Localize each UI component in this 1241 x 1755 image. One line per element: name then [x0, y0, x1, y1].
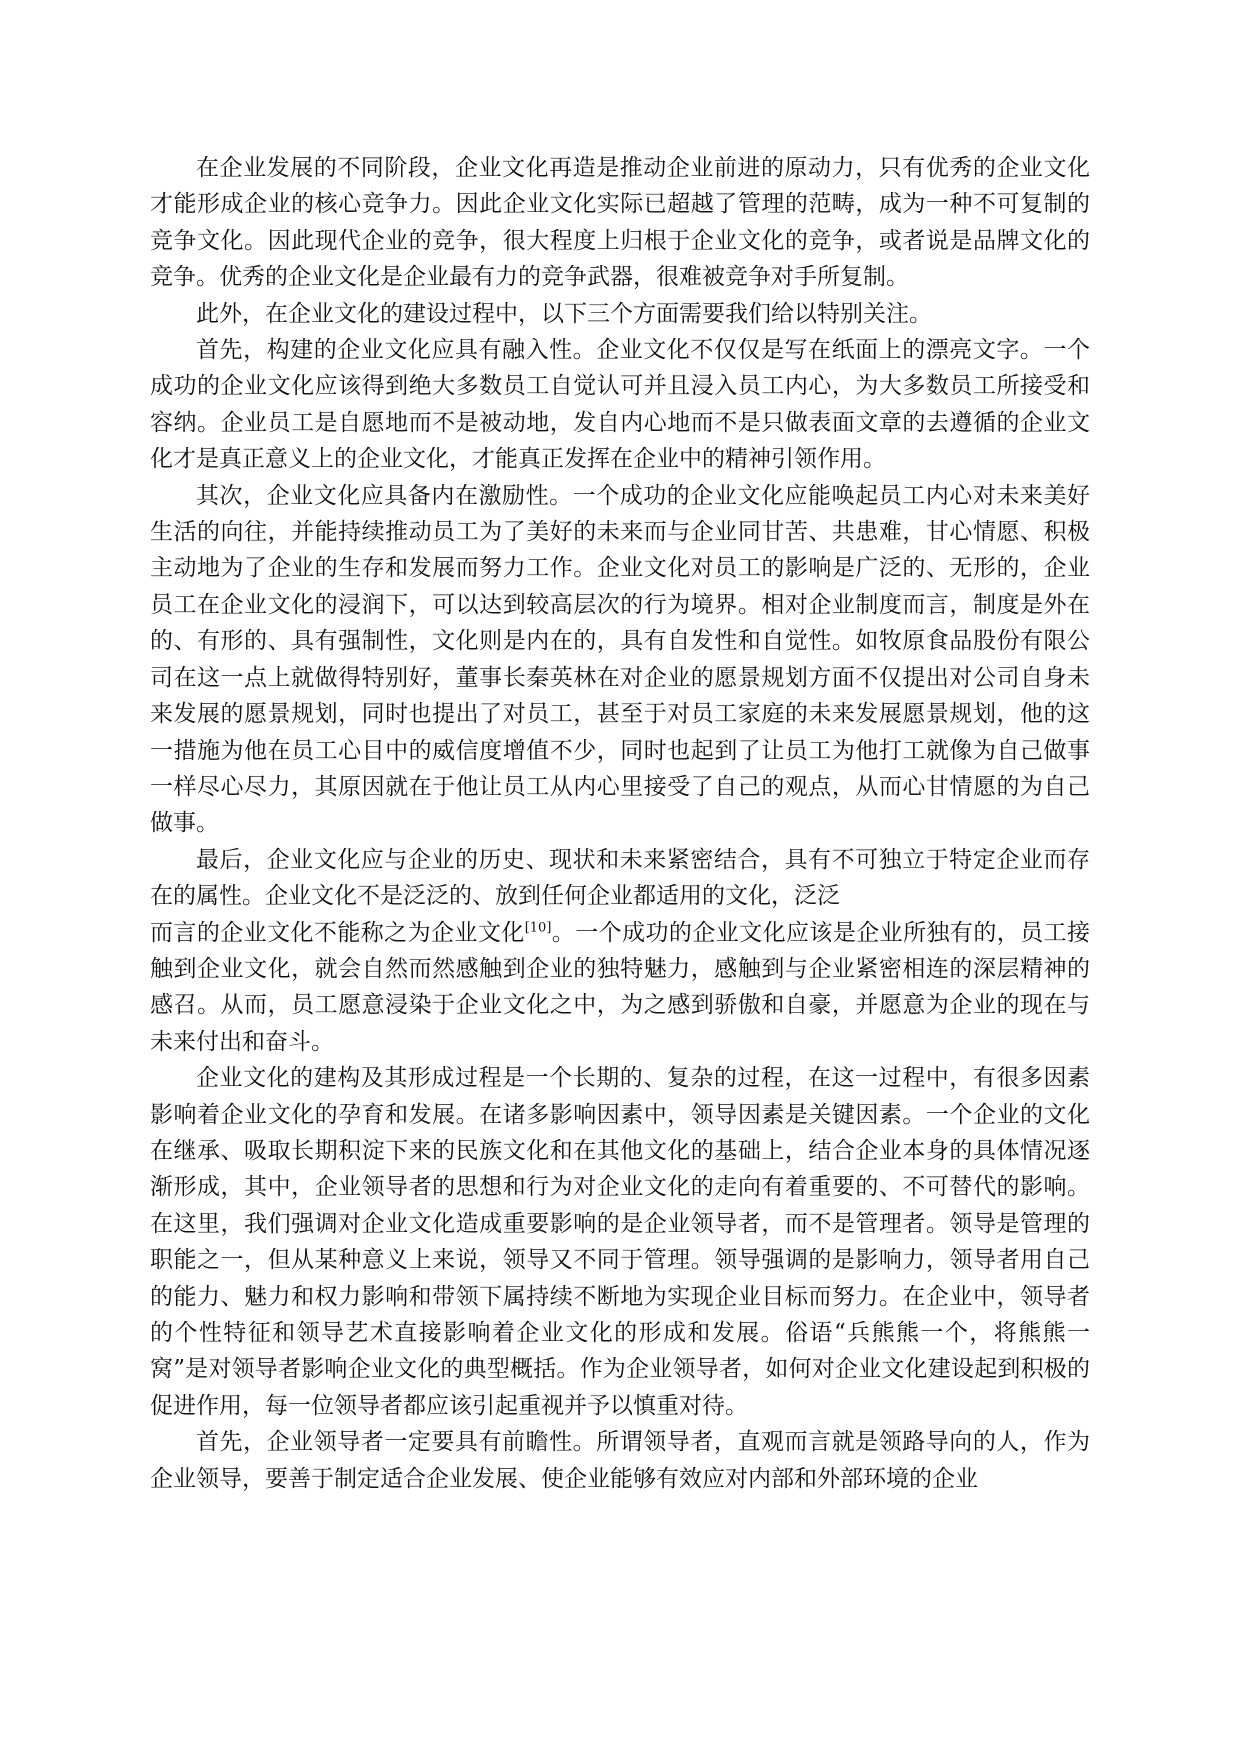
paragraph-intrinsic-motivation: 其次，企业文化应具备内在激励性。一个成功的企业文化应能唤起员工内心对未来美好生活的向往，并能持续推动员工为了美好的未来而与企业同甘苦、共患难，甘心情愿、积极主动地为了企业的生存和发展而努力工作。企业文化对员工的影响是广泛的、无形的，企业员工在企业文化的浸润下，可以达到较高层次的行为境界。相对企业制度而言，制度是外在的、有形的、具有强制性，文化则是内在的，具有自发性和自觉性。如牧原食品股份有限公司在这一点上就做得特别好，董事长秦英林在对企业的愿景规划方面不仅提出对公司自身未来发展的愿景规划，同时也提出了对员工，甚至于对员工家庭的未来发展愿景规划，他的这一措施为他在员工心目中的威信度增值不少，同时也起到了让员工为他打工就像为自己做事一样尽心尽力，其原因就在于他让员工从内心里接受了自己的观点，从而心甘情愿的为自己做事。	[150, 482, 1090, 837]
paragraph-three-aspects-intro: 此外，在企业文化的建设过程中，以下三个方面需要我们给以特别关注。	[196, 300, 932, 327]
paragraph-integration: 首先，构建的企业文化应具有融入性。企业文化不仅仅是写在纸面上的漂亮文字。一个成功的企业文化应该得到绝大多数员工自觉认可并且浸入员工内心，为大多数员工所接受和容纳。企业员工是自愿地而不是被动地，发自内心地而不是只做表面文章的去遵循的企业文化才是真正意义上的企业文化，才能真正发挥在企业中的精神引领作用。	[150, 337, 1090, 473]
paragraph-history-and-future-part-3: 。一个成功的企业文化应该是企业所独有的，员工接触到企业文化，就会自然而然感触到企业的独特魅力，感触到与企业紧密相连的深层精神的感召。从而，员工愿意浸染于企业文化之中，为之感到骄傲和自豪，并愿意为企业的现在与未来付出和奋斗。	[150, 919, 1091, 1055]
paragraph-history-and-future	[150, 842, 1090, 915]
paragraph-culture-reengineering: 在企业发展的不同阶段，企业文化再造是推动企业前进的原动力，只有优秀的企业文化才能形成企业的核心竞争力。因此企业文化实际已超越了管理的范畴，成为一种不可复制的竞争文化。因此现代企业的竞争，很大程度上归根于企业文化的竞争，或者说是品牌文化的竞争。优秀的企业文化是企业最有力的竞争武器，很难被竞争对手所复制。	[150, 155, 1090, 291]
paragraph-history-and-future-part-1: 最后，企业文化应与企业的历史、现状和未来紧密结合，具有不可独立于特定企业而存在的属性。企业文化不是泛泛的、放到任何企业都适用的文化，泛泛	[150, 846, 1090, 910]
paragraph-leadership-factor: 企业文化的建构及其形成过程是一个长期的、复杂的过程，在这一过程中，有很多因素影响着企业文化的孕育和发展。在诸多影响因素中，领导因素是关键因素。一个企业的文化在继承、吸取长期积淀下来的民族文化和在其他文化的基础上，结合企业本身的具体情况逐渐形成，其中，企业领导者的思想和行为对企业文化的走向有着重要的、不可替代的影响。在这里，我们强调对企业文化造成重要影响的是企业领导者，而不是管理者。领导是管理的职能之一，但从某种意义上来说，领导又不同于管理。领导强调的是影响力，领导者用自己的能力、魅力和权力影响和带领下属持续不断地为实现企业目标而努力。在企业中，领导者的个性特征和领导艺术直接影响着企业文化的形成和发展。俗语“兵熊熊一个，将熊熊一窝”是对领导者影响企业文化的典型概括。作为企业领导者，如何对企业文化建设起到积极的促进作用，每一位领导者都应该引起重视并予以慎重对待。	[150, 1065, 1090, 1419]
paragraph-foresight: 首先，企业领导者一定要具有前瞻性。所谓领导者，直观而言就是领路导向的人，作为企业领导，要善于制定适合企业发展、使企业能够有效应对内部和外部环境的企业	[150, 1429, 1090, 1492]
paragraph-history-and-future-part-2: 而言的企业文化不能称之为企业文化	[150, 919, 525, 946]
citation-marker: [10]	[524, 919, 552, 935]
paragraph-history-and-future-continued	[150, 915, 1090, 1061]
document-page	[150, 150, 1090, 1497]
